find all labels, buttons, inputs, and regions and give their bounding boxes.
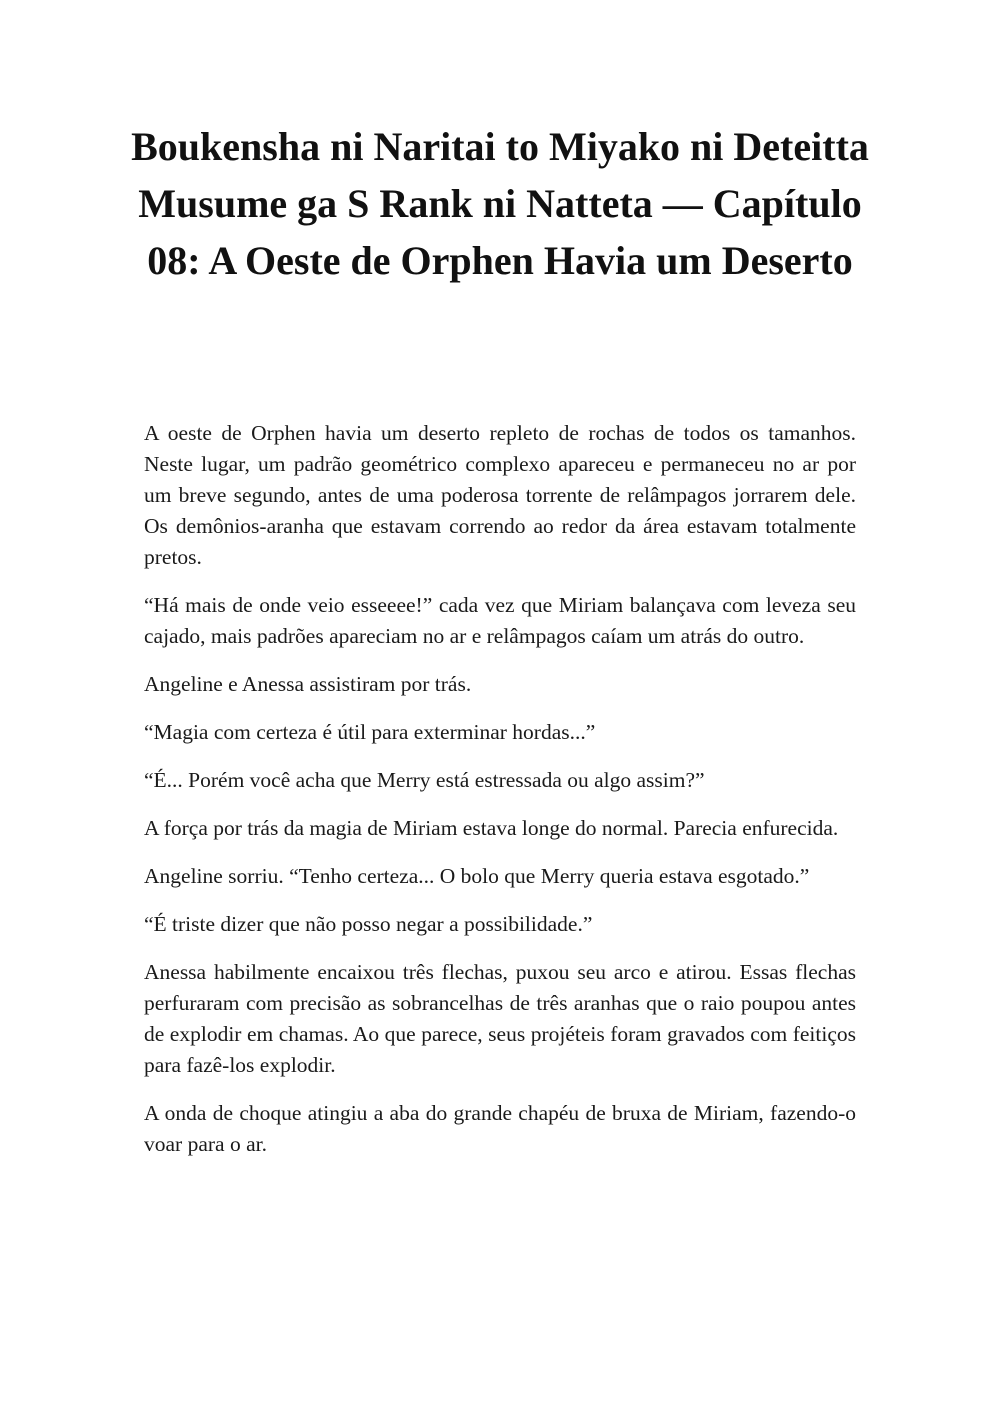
paragraph: Anessa habilmente encaixou três flechas, puxou seu arco e atirou. Essas flechas perfuraram com precisão as sobrancelhas de três aranhas que o raio poupou antes de explodir em chamas. Ao que parece, seus projéteis foram gravados com feitiços para fazê-los explodir. [144, 960, 856, 1077]
paragraph: “É triste dizer que não posso negar a possibilidade.” [144, 912, 593, 936]
chapter-title: Boukensha ni Naritai to Miyako ni Deteitta Musume ga S Rank ni Natteta — Capítulo 08: A Oeste de Orphen Havia um Deserto [131, 124, 869, 283]
paragraph: A onda de choque atingiu a aba do grande chapéu de bruxa de Miriam, fazendo-o voar para o ar. [144, 1101, 856, 1156]
paragraph: A oeste de Orphen havia um deserto repleto de rochas de todos os tamanhos. Neste lugar, um padrão geométrico complexo apareceu e permaneceu no ar por um breve segundo, antes de uma poderosa torrente de relâmpagos jorrarem dele. Os demônios-aranha que estavam correndo ao redor da área estavam totalmente pretos. [144, 421, 856, 569]
paragraph: Angeline e Anessa assistiram por trás. [144, 672, 472, 696]
paragraph: “É... Porém você acha que Merry está estressada ou algo assim?” [144, 768, 705, 792]
paragraph: “Há mais de onde veio esseeee!” cada vez que Miriam balançava com leveza seu cajado, mais padrões apareciam no ar e relâmpagos caíam um atrás do outro. [144, 593, 856, 648]
chapter-body [144, 418, 856, 1177]
paragraph: A força por trás da magia de Miriam estava longe do normal. Parecia enfurecida. [144, 816, 839, 840]
paragraph: “Magia com certeza é útil para exterminar hordas...” [144, 720, 596, 744]
paragraph: Angeline sorriu. “Tenho certeza... O bolo que Merry queria estava esgotado.” [144, 864, 810, 888]
